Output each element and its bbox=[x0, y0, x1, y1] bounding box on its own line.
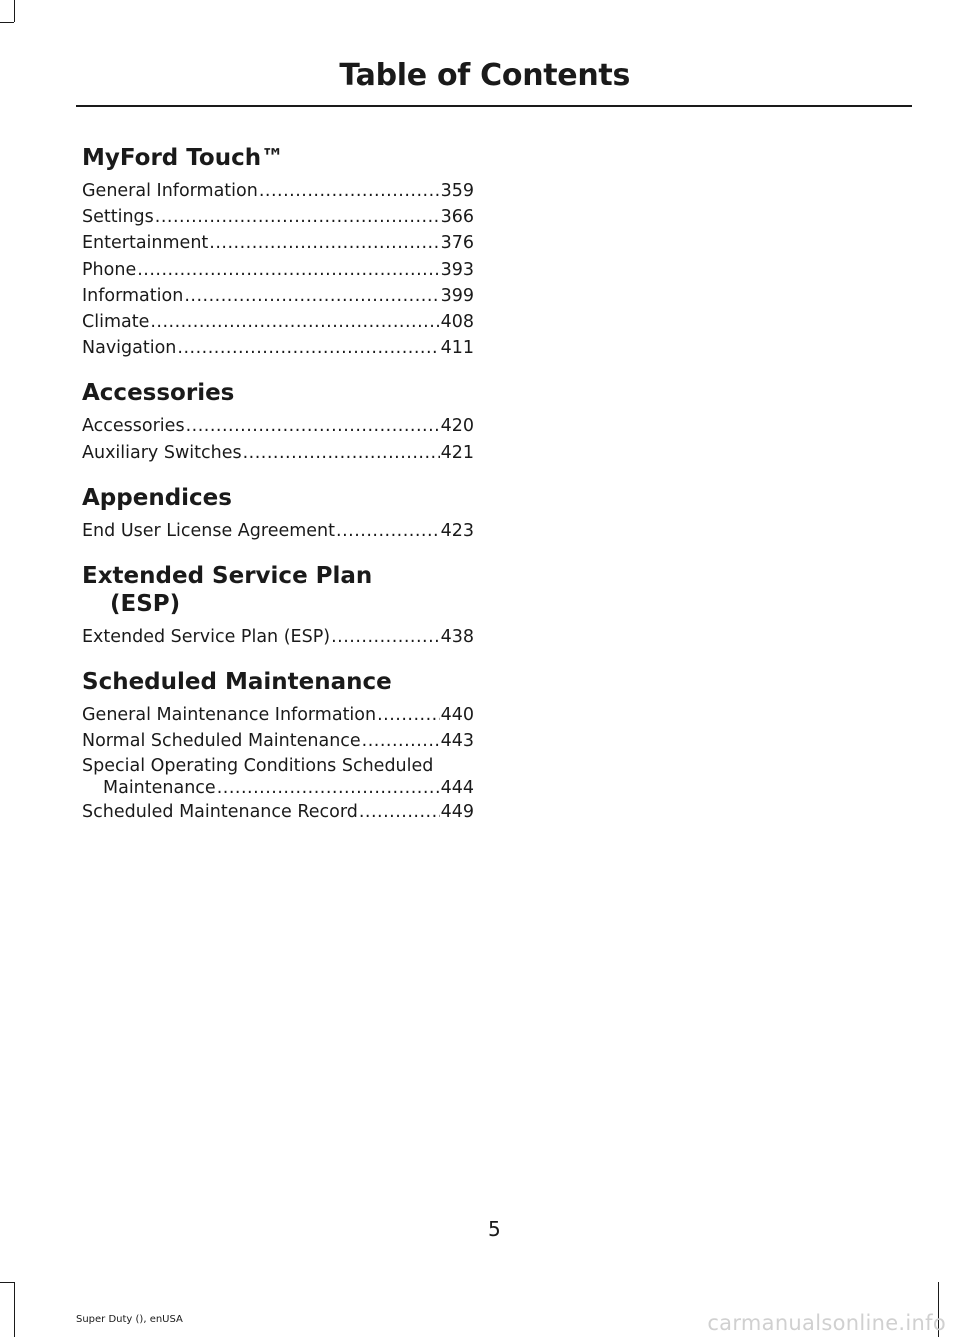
dot-leader bbox=[217, 777, 440, 799]
entry-page: 438 bbox=[440, 627, 474, 648]
entry-page: 421 bbox=[440, 442, 474, 463]
toc-entry[interactable] bbox=[82, 799, 474, 825]
section-heading bbox=[82, 562, 474, 618]
dot-leader bbox=[177, 335, 439, 361]
crop-mark bbox=[14, 1282, 15, 1337]
entry-label: Maintenance bbox=[103, 777, 216, 798]
toc-entry[interactable] bbox=[82, 440, 474, 466]
dot-leader bbox=[186, 413, 440, 439]
toc-section-extended-service-plan bbox=[82, 562, 474, 650]
entry-page: 376 bbox=[440, 233, 474, 254]
entry-label: General Maintenance Information bbox=[82, 705, 377, 726]
dot-leader bbox=[259, 178, 440, 204]
section-heading: MyFord Touch™ bbox=[82, 145, 285, 171]
entry-label: Phone bbox=[82, 259, 137, 280]
toc-entry[interactable] bbox=[82, 518, 474, 544]
section-heading: Scheduled Maintenance bbox=[82, 669, 392, 696]
crop-mark bbox=[0, 1282, 14, 1283]
toc-entry[interactable] bbox=[82, 728, 474, 754]
toc-entry[interactable] bbox=[82, 309, 474, 335]
section-heading: Accessories bbox=[82, 380, 235, 407]
table-of-contents bbox=[82, 144, 474, 843]
entry-page: 420 bbox=[440, 416, 474, 437]
dot-leader bbox=[209, 230, 439, 256]
entry-page: 359 bbox=[440, 181, 474, 201]
entry-label: General Information bbox=[82, 181, 258, 201]
entry-label: Extended Service Plan (ESP) bbox=[82, 627, 331, 648]
entry-page: 444 bbox=[440, 777, 474, 798]
toc-entry[interactable] bbox=[82, 702, 474, 728]
page-title: Table of Contents bbox=[339, 58, 630, 93]
dot-leader bbox=[336, 518, 440, 544]
toc-entry[interactable] bbox=[82, 257, 474, 283]
edition-label: Super Duty (), enUSA bbox=[76, 1314, 183, 1325]
entry-label: Navigation bbox=[82, 338, 177, 359]
dot-leader bbox=[362, 728, 440, 754]
entry-page: 399 bbox=[440, 285, 474, 306]
entry-label: Special Operating Conditions Scheduled bbox=[82, 755, 434, 776]
toc-entry[interactable] bbox=[82, 283, 474, 309]
toc-entry[interactable] bbox=[82, 230, 474, 256]
dot-leader bbox=[331, 624, 440, 650]
entry-label: End User License Agreement bbox=[82, 520, 335, 541]
section-heading-line: Extended Service Plan bbox=[82, 563, 373, 590]
entry-label: Scheduled Maintenance Record bbox=[82, 801, 358, 822]
section-heading: Appendices bbox=[82, 484, 232, 511]
entry-page: 393 bbox=[440, 259, 474, 280]
entry-label: Climate bbox=[82, 312, 150, 333]
entry-label: Normal Scheduled Maintenance bbox=[82, 731, 361, 752]
toc-entry[interactable] bbox=[82, 204, 474, 230]
dot-leader bbox=[150, 309, 439, 335]
header-divider bbox=[76, 105, 912, 107]
entry-label: Auxiliary Switches bbox=[82, 442, 242, 463]
section-heading-line: (ESP) bbox=[110, 591, 181, 618]
crop-mark bbox=[14, 0, 15, 22]
dot-leader bbox=[377, 702, 440, 728]
dot-leader bbox=[155, 204, 440, 230]
toc-entry[interactable] bbox=[82, 335, 474, 361]
toc-section-accessories bbox=[82, 379, 474, 465]
entry-label: Entertainment bbox=[82, 233, 209, 254]
page-number: 5 bbox=[488, 1217, 501, 1241]
entry-page: 411 bbox=[440, 338, 474, 359]
entry-page: 366 bbox=[440, 207, 474, 228]
entry-page: 449 bbox=[440, 801, 474, 822]
toc-section-appendices bbox=[82, 484, 474, 544]
entry-page: 423 bbox=[440, 520, 474, 541]
toc-entry[interactable] bbox=[82, 755, 474, 799]
dot-leader bbox=[137, 257, 439, 283]
dot-leader bbox=[184, 283, 439, 309]
crop-mark bbox=[0, 22, 14, 23]
toc-section-myford-touch bbox=[82, 144, 474, 361]
dot-leader bbox=[359, 799, 440, 825]
watermark: carmanualsonline.info bbox=[707, 1311, 946, 1335]
entry-page: 440 bbox=[440, 705, 474, 726]
entry-page: 443 bbox=[440, 731, 474, 752]
entry-label: Accessories bbox=[82, 416, 185, 437]
entry-label: Information bbox=[82, 285, 184, 306]
toc-entry[interactable] bbox=[82, 413, 474, 439]
toc-entry[interactable] bbox=[82, 624, 474, 650]
entry-page: 408 bbox=[440, 312, 474, 333]
dot-leader bbox=[243, 440, 440, 466]
toc-entry[interactable] bbox=[82, 178, 474, 204]
toc-section-scheduled-maintenance bbox=[82, 668, 474, 825]
entry-label: Settings bbox=[82, 207, 154, 228]
